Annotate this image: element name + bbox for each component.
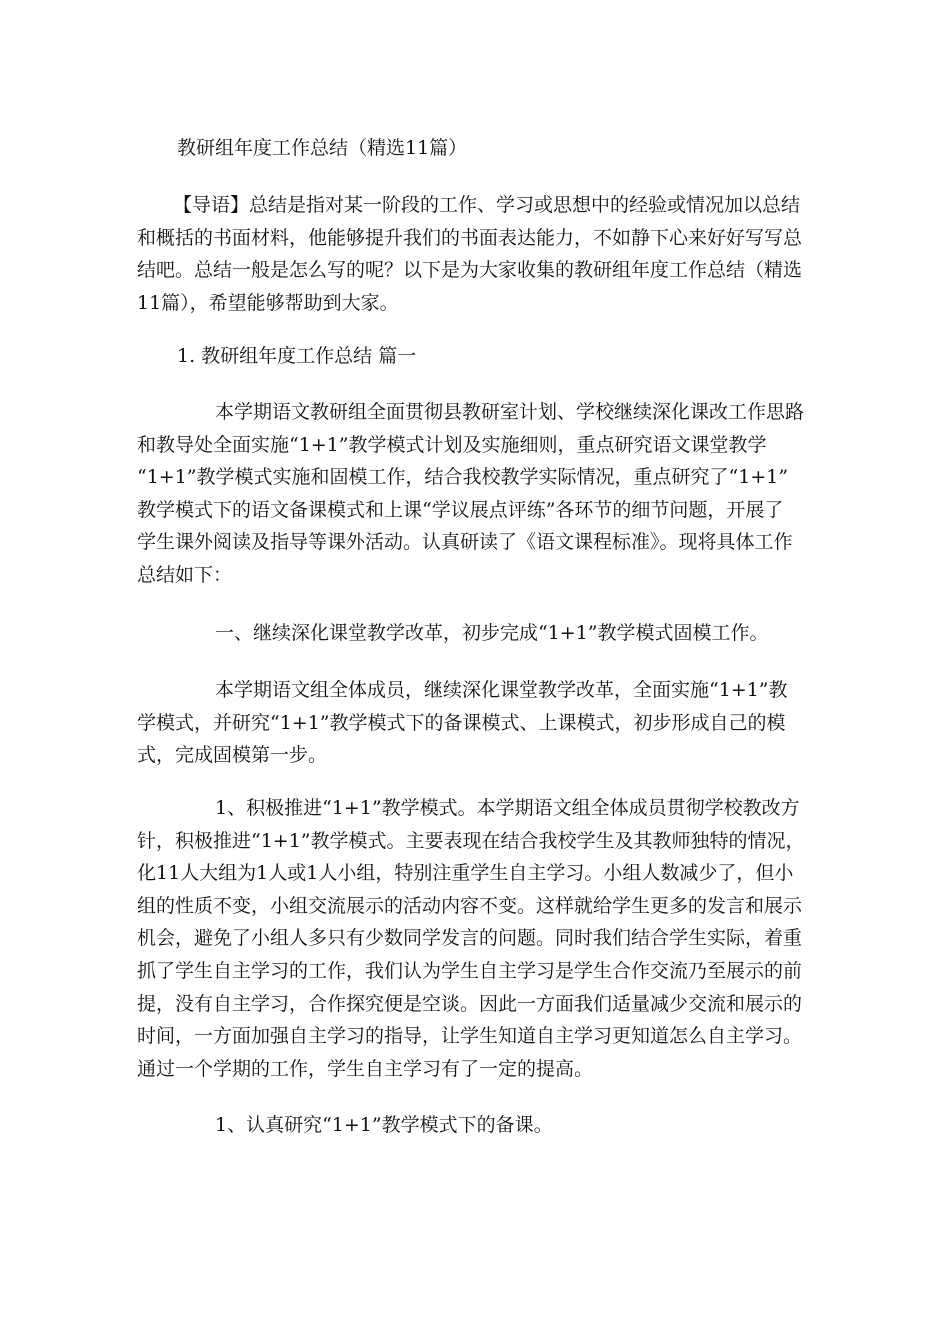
text-line: 学模式，并研究“1+1”教学模式下的备课模式、上课模式，初步形成自己的模 (137, 711, 786, 734)
text-line: “1+1”教学模式实施和固模工作，结合我校教学实际情况，重点研究了“1+1” (137, 466, 789, 489)
text-line: 化11人大组为1人或1人小组，特别注重学生自主学习。小组人数减少了，但小 (137, 862, 794, 885)
heading-text: 1. 教研组年度工作总结 篇一 (177, 345, 417, 367)
text-line: 机会，避免了小组人多只有少数同学发言的问题。同时我们结合学生实际，着重 (137, 927, 803, 950)
intro-paragraph (137, 189, 817, 319)
text-line: 通过一个学期的工作，学生自主学习有了一定的提高。 (137, 1057, 594, 1080)
document-title (177, 132, 857, 165)
text-line: 提，没有自主学习，合作探究便是空谈。因此一方面我们适量减少交流和展示的 (137, 992, 803, 1015)
text-line: 和概括的书面材料，他能够提升我们的书面表达能力，不如静下心来好好写写总 (137, 226, 803, 249)
section-heading (177, 340, 857, 373)
text-line: 组的性质不变，小组交流展示的活动内容不变。这样就给学生更多的发言和展示 (137, 894, 803, 917)
text-line: 总结如下： (137, 563, 233, 586)
paragraph-1 (137, 396, 817, 592)
heading-text: 1、认真研究“1+1”教学模式下的备课。 (215, 1114, 553, 1136)
text-line: 时间，一方面加强自主学习的指导，让学生知道自主学习更知道怎么自主学习。 (137, 1025, 803, 1048)
text-line: 11篇），希望能够帮助到大家。 (137, 291, 399, 314)
text-line: 针，积极推进“1+1”教学模式。主要表现在结合我校学生及其教师独特的情况， (137, 829, 805, 852)
heading-text: 一、继续深化课堂教学改革，初步完成“1+1”教学模式固模工作。 (215, 622, 769, 644)
text-line: 结吧。总结一般是怎么写的呢？以下是为大家收集的教研组年度工作总结（精选 (137, 259, 803, 282)
text-line: 【导语】总结是指对某一阶段的工作、学习或思想中的经验或情况加以总结 (173, 194, 801, 216)
paragraph-2 (137, 674, 817, 772)
paragraph-3 (137, 792, 817, 1085)
section-one-heading (215, 617, 895, 650)
text-line: 和教导处全面实施“1+1”教学模式计划及实施细则，重点研究语文课堂教学 (137, 433, 767, 456)
text-line: 本学期语文组全体成员，继续深化课堂教学改革，全面实施“1+1”教 (215, 679, 788, 701)
text-line: 教学模式下的语文备课模式和上课“学议展点评练”各环节的细节问题，开展了 (137, 498, 784, 521)
text-line: 本学期语文教研组全面贯彻县教研室计划、学校继续深化课改工作思路 (215, 401, 805, 423)
text-line: 1、积极推进“1+1”教学模式。本学期语文组全体成员贯彻学校教改方 (215, 797, 800, 819)
title-text: 教研组年度工作总结（精选11篇） (177, 137, 468, 159)
text-line: 学生课外阅读及指导等课外活动。认真研读了《语文课程标准》。现将具体工作 (137, 531, 793, 554)
subheading (215, 1109, 895, 1142)
text-line: 式，完成固模第一步。 (137, 744, 328, 767)
text-line: 抓了学生自主学习的工作，我们认为学生自主学习是学生合作交流乃至展示的前 (137, 959, 803, 982)
